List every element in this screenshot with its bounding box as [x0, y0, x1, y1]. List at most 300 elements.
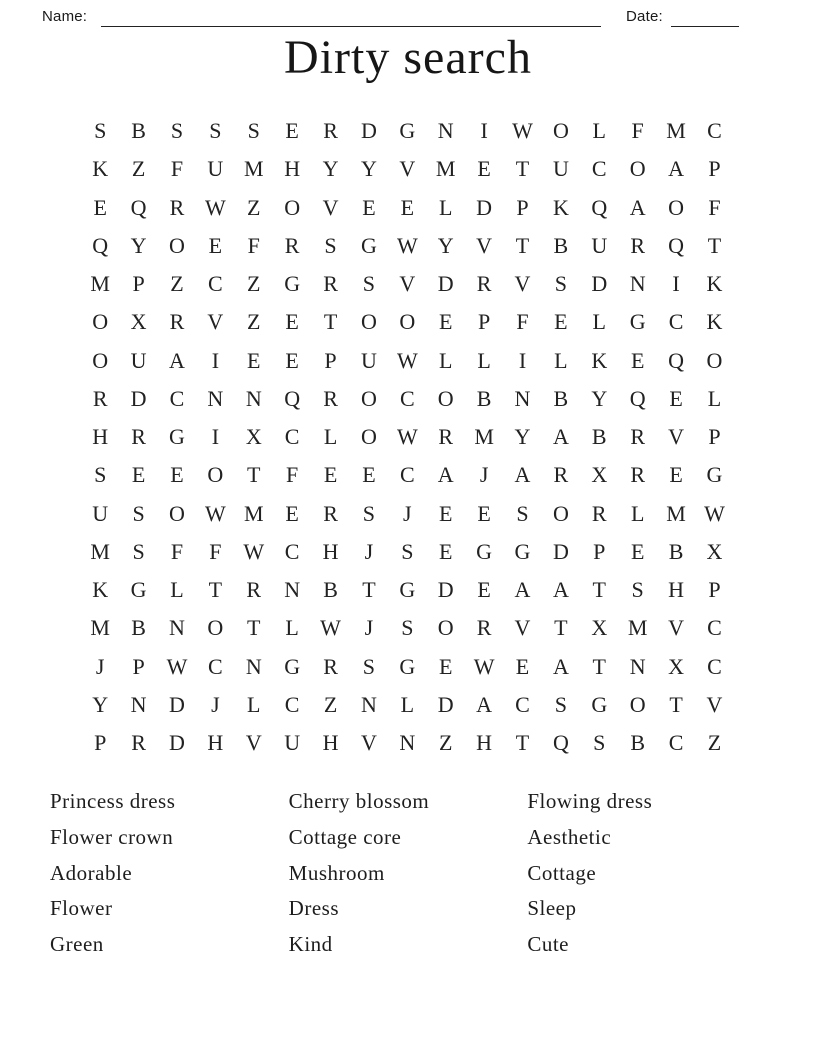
grid-cell: L	[438, 194, 453, 220]
page-title: Dirty search	[284, 31, 532, 84]
grid-cell: G	[476, 538, 493, 564]
grid-cell: R	[630, 424, 645, 450]
grid-cell: S	[554, 691, 567, 717]
grid-cell: W	[204, 500, 226, 526]
grid-cell: G	[130, 577, 147, 603]
grid-cell: A	[514, 577, 531, 603]
grid-cell: Y	[437, 232, 454, 258]
grid-cell: E	[285, 309, 299, 335]
grid-cell: H	[668, 577, 684, 603]
grid-cell: P	[516, 194, 529, 220]
grid-cell: Z	[707, 730, 722, 756]
grid-cell: G	[514, 538, 531, 564]
grid-cell: L	[323, 424, 338, 450]
grid-cell: E	[362, 194, 376, 220]
grid-cell: C	[284, 538, 300, 564]
grid-cell: S	[401, 615, 414, 641]
grid-cell: Z	[170, 271, 184, 297]
grid-cell: Y	[514, 424, 531, 450]
grid-cell: O	[92, 347, 109, 373]
grid-cell: P	[477, 309, 491, 335]
grid-cell: P	[708, 577, 721, 603]
grid-cell: F	[286, 462, 299, 488]
grid-cell: K	[92, 577, 109, 603]
grid-cell: C	[284, 691, 300, 717]
grid-cell: V	[245, 730, 262, 756]
grid-cell: M	[666, 500, 686, 526]
grid-cell: E	[285, 118, 299, 144]
grid-cell: U	[591, 232, 608, 258]
date-label: Date:	[626, 8, 663, 25]
grid-cell: T	[515, 232, 530, 258]
grid-cell: Z	[438, 730, 453, 756]
grid-cell: Z	[247, 194, 261, 220]
word-list-item: Dress	[288, 896, 339, 921]
grid-cell: C	[591, 156, 607, 182]
grid-cell: H	[322, 538, 339, 564]
grid-cell: E	[477, 577, 491, 603]
grid-cell: Q	[284, 385, 301, 411]
grid-cell: E	[630, 538, 645, 564]
grid-cell: Y	[130, 232, 147, 258]
date-blank-line	[671, 26, 739, 27]
grid-cell: G	[169, 424, 185, 450]
grid-cell: J	[364, 538, 374, 564]
grid-cell: J	[211, 691, 220, 717]
grid-cell: M	[90, 538, 110, 564]
name-label: Name:	[42, 8, 88, 25]
grid-cell: H	[322, 730, 339, 756]
grid-cell: C	[707, 615, 722, 641]
grid-cell: B	[553, 385, 569, 411]
word-list-item: Princess dress	[50, 789, 176, 814]
grid-cell: P	[132, 271, 145, 297]
grid-cell: O	[360, 424, 377, 450]
grid-cell: R	[476, 615, 492, 641]
grid-cell: I	[672, 271, 680, 297]
grid-cell: V	[360, 730, 377, 756]
grid-cell: O	[207, 462, 224, 488]
grid-cell: S	[247, 118, 260, 144]
grid-cell: B	[553, 232, 569, 258]
grid-cell: G	[284, 271, 301, 297]
grid-cell: F	[631, 118, 644, 144]
grid-cell: W	[166, 653, 188, 679]
grid-cell: S	[94, 118, 107, 144]
grid-cell: X	[591, 615, 608, 641]
grid-cell: T	[247, 462, 261, 488]
grid-cell: G	[360, 232, 377, 258]
grid-cell: F	[516, 309, 529, 335]
grid-cell: A	[552, 577, 569, 603]
grid-cell: S	[132, 538, 145, 564]
grid-cell: S	[554, 271, 567, 297]
grid-cell: T	[323, 309, 338, 335]
grid-cell: W	[473, 653, 495, 679]
grid-cell: S	[593, 730, 606, 756]
grid-cell: R	[553, 462, 569, 488]
grid-cell: D	[437, 691, 454, 717]
grid-cell: D	[437, 271, 454, 297]
grid-cell: R	[323, 271, 338, 297]
grid-cell: O	[207, 615, 224, 641]
grid-cell: V	[514, 271, 531, 297]
grid-cell: R	[476, 271, 492, 297]
grid-cell: Q	[591, 194, 608, 220]
grid-cell: S	[516, 500, 529, 526]
grid-cell: V	[668, 615, 684, 641]
grid-cell: P	[132, 653, 145, 679]
grid-cell: W	[512, 118, 533, 144]
grid-cell: P	[324, 347, 337, 373]
grid-cell: O	[360, 309, 377, 335]
grid-cell: R	[630, 232, 645, 258]
grid-cell: C	[668, 309, 684, 335]
grid-cell: D	[476, 194, 493, 220]
grid-cell: D	[437, 577, 454, 603]
grid-cell: E	[285, 347, 299, 373]
grid-cell: N	[629, 271, 646, 297]
grid-cell: T	[362, 577, 376, 603]
grid-cell: O	[552, 118, 569, 144]
grid-cell: T	[247, 615, 261, 641]
grid-cell: S	[132, 500, 145, 526]
grid-cell: E	[170, 462, 184, 488]
grid-cell: D	[591, 271, 608, 297]
grid-cell: X	[130, 309, 147, 335]
grid-cell: E	[247, 347, 261, 373]
grid-cell: A	[514, 462, 531, 488]
grid-cell: W	[396, 424, 418, 450]
grid-cell: D	[552, 538, 569, 564]
grid-cell: F	[170, 156, 184, 182]
grid-cell: M	[474, 424, 494, 450]
grid-cell: F	[209, 538, 222, 564]
grid-cell: P	[94, 730, 107, 756]
grid-cell: W	[396, 232, 418, 258]
grid-cell: C	[399, 385, 415, 411]
grid-cell: H	[207, 730, 224, 756]
grid-cell: R	[246, 577, 262, 603]
grid-cell: C	[668, 730, 684, 756]
grid-cell: J	[479, 462, 489, 488]
grid-cell: S	[362, 653, 376, 679]
grid-cell: A	[169, 347, 185, 373]
grid-cell: U	[130, 347, 147, 373]
grid-cell: Y	[360, 156, 377, 182]
grid-cell: W	[704, 500, 725, 526]
grid-cell: L	[592, 118, 606, 144]
grid-cell: G	[399, 118, 416, 144]
grid-cell: L	[554, 347, 568, 373]
word-list-item: Kind	[288, 932, 333, 957]
grid-cell: C	[515, 691, 530, 717]
grid-cell: E	[93, 194, 107, 220]
grid-cell: R	[169, 194, 185, 220]
grid-cell: R	[591, 500, 607, 526]
grid-cell: X	[706, 538, 723, 564]
grid-cell: T	[554, 615, 568, 641]
grid-cell: Q	[130, 194, 147, 220]
grid-cell: R	[131, 424, 146, 450]
word-list-item: Flowing dress	[527, 789, 653, 814]
grid-cell: D	[169, 730, 185, 756]
grid-cell: O	[399, 309, 416, 335]
grid-cell: P	[708, 156, 721, 182]
grid-cell: S	[324, 232, 337, 258]
grid-cell: W	[396, 347, 418, 373]
grid-cell: V	[514, 615, 531, 641]
grid-cell: T	[707, 232, 722, 258]
grid-cell: N	[629, 653, 646, 679]
grid-cell: S	[401, 538, 414, 564]
grid-cell: E	[208, 232, 223, 258]
grid-cell: I	[480, 118, 488, 144]
grid-cell: V	[207, 309, 224, 335]
grid-cell: R	[438, 424, 454, 450]
grid-cell: X	[245, 424, 262, 450]
grid-cell: X	[668, 653, 684, 679]
grid-cell: R	[323, 653, 338, 679]
grid-cell: N	[399, 730, 416, 756]
word-list-item: Cottage core	[288, 825, 402, 850]
grid-cell: E	[669, 462, 683, 488]
grid-cell: D	[130, 385, 147, 411]
grid-cell: F	[170, 538, 184, 564]
grid-cell: T	[208, 577, 223, 603]
grid-cell: T	[515, 730, 530, 756]
grid-cell: A	[552, 653, 569, 679]
word-list-item: Cottage	[527, 860, 597, 885]
name-blank-line	[101, 26, 601, 27]
word-list-item: Mushroom	[288, 860, 385, 885]
grid-cell: H	[92, 424, 109, 450]
grid-cell: A	[552, 424, 569, 450]
grid-cell: L	[592, 309, 606, 335]
grid-cell: E	[438, 653, 453, 679]
grid-cell: S	[209, 118, 222, 144]
grid-cell: O	[552, 500, 569, 526]
grid-cell: E	[323, 462, 338, 488]
grid-cell: T	[669, 691, 683, 717]
word-list-item: Sleep	[527, 896, 577, 921]
grid-cell: R	[323, 118, 338, 144]
grid-cell: E	[285, 500, 299, 526]
grid-cell: L	[707, 385, 722, 411]
grid-cell: Q	[629, 385, 646, 411]
grid-cell: E	[400, 194, 415, 220]
word-list-column	[289, 784, 528, 962]
grid-cell: C	[284, 424, 300, 450]
grid-cell: M	[243, 500, 264, 526]
grid-cell: O	[629, 691, 646, 717]
grid-cell: I	[518, 347, 527, 373]
grid-cell: Z	[247, 271, 261, 297]
grid-cell: E	[438, 500, 453, 526]
grid-cell: R	[284, 232, 300, 258]
word-list-item: Flower	[50, 896, 113, 921]
grid-cell: E	[630, 347, 645, 373]
grid-cell: J	[95, 653, 105, 679]
grid-cell: Q	[92, 232, 109, 258]
grid-cell: I	[211, 347, 220, 373]
grid-cell: G	[399, 653, 416, 679]
grid-cell: K	[706, 271, 723, 297]
grid-cell: E	[438, 309, 453, 335]
grid-cell: Q	[668, 232, 684, 258]
grid-cell: X	[591, 462, 608, 488]
word-list-item: Green	[50, 932, 104, 957]
grid-cell: A	[476, 691, 493, 717]
grid-cell: N	[514, 385, 531, 411]
grid-cell: Z	[247, 309, 261, 335]
grid-cell: L	[247, 691, 261, 717]
grid-cell: R	[169, 309, 185, 335]
grid-cell: N	[169, 615, 185, 641]
grid-cell: O	[629, 156, 646, 182]
grid-cell: M	[435, 156, 456, 182]
grid-cell: E	[515, 653, 530, 679]
grid-cell: N	[245, 653, 262, 679]
grid-cell: N	[437, 118, 454, 144]
grid-cell: H	[476, 730, 493, 756]
grid-cell: V	[476, 232, 493, 258]
grid-cell: Q	[552, 730, 569, 756]
grid-cell: E	[554, 309, 568, 335]
grid-cell: P	[708, 424, 721, 450]
grid-cell: U	[92, 500, 109, 526]
grid-cell: B	[668, 538, 684, 564]
grid-cell: R	[323, 385, 338, 411]
grid-cell: R	[323, 500, 338, 526]
grid-cell: C	[707, 653, 722, 679]
word-list-column	[527, 784, 766, 962]
grid-cell: W	[320, 615, 341, 641]
grid-cell: T	[592, 577, 606, 603]
grid-cell: L	[285, 615, 299, 641]
grid-cell: N	[360, 691, 377, 717]
grid-cell: O	[169, 500, 185, 526]
word-list	[50, 784, 766, 962]
word-list-column	[50, 784, 289, 962]
grid-cell: K	[552, 194, 569, 220]
grid-cell: D	[169, 691, 185, 717]
grid-cell: D	[360, 118, 377, 144]
grid-cell: O	[668, 194, 684, 220]
word-list-item: Cute	[527, 932, 570, 957]
grid-cell: L	[477, 347, 491, 373]
grid-cell: Z	[131, 156, 146, 182]
grid-cell: Z	[323, 691, 338, 717]
word-list-item: Flower crown	[50, 825, 174, 850]
grid-cell: N	[284, 577, 301, 603]
word-search-grid	[81, 112, 734, 762]
grid-cell: B	[476, 385, 492, 411]
grid-cell: E	[477, 156, 491, 182]
grid-cell: B	[591, 424, 607, 450]
grid-cell: E	[362, 462, 376, 488]
grid-cell: Y	[322, 156, 339, 182]
grid-cell: C	[399, 462, 415, 488]
grid-cell: S	[362, 500, 376, 526]
grid-cell: B	[131, 118, 146, 144]
grid-cell: M	[627, 615, 648, 641]
grid-cell: H	[284, 156, 301, 182]
grid-cell: E	[131, 462, 146, 488]
grid-cell: M	[243, 156, 264, 182]
grid-cell: G	[629, 309, 646, 335]
grid-cell: U	[552, 156, 569, 182]
grid-cell: O	[360, 385, 377, 411]
grid-cell: J	[364, 615, 374, 641]
grid-cell: F	[247, 232, 260, 258]
grid-cell: C	[169, 385, 185, 411]
grid-cell: W	[204, 194, 226, 220]
grid-cell: M	[666, 118, 686, 144]
grid-cell: Q	[668, 347, 684, 373]
grid-cell: F	[708, 194, 721, 220]
grid-cell: T	[515, 156, 530, 182]
grid-cell: R	[630, 462, 645, 488]
grid-cell: V	[706, 691, 723, 717]
grid-cell: Y	[591, 385, 608, 411]
grid-cell: T	[592, 653, 606, 679]
grid-cell: K	[591, 347, 608, 373]
grid-cell: W	[243, 538, 265, 564]
grid-cell: A	[668, 156, 684, 182]
grid-cell: G	[284, 653, 301, 679]
grid-cell: M	[90, 271, 110, 297]
grid-cell: P	[593, 538, 606, 564]
grid-cell: O	[437, 615, 454, 641]
grid-cell: O	[169, 232, 185, 258]
grid-cell: B	[630, 730, 645, 756]
grid-cell: M	[90, 615, 110, 641]
grid-cell: A	[629, 194, 646, 220]
grid-cell: G	[591, 691, 608, 717]
grid-cell: L	[400, 691, 415, 717]
grid-cell: V	[322, 194, 339, 220]
grid-cell: C	[208, 271, 223, 297]
grid-cell: L	[438, 347, 453, 373]
grid-cell: O	[284, 194, 301, 220]
grid-cell: E	[669, 385, 683, 411]
grid-cell: C	[707, 118, 722, 144]
grid-cell: I	[211, 424, 220, 450]
grid-cell: K	[92, 156, 109, 182]
word-list-item: Adorable	[50, 860, 133, 885]
grid-cell: U	[360, 347, 377, 373]
grid-cell: R	[92, 385, 108, 411]
grid-cell: V	[668, 424, 684, 450]
grid-cell: N	[130, 691, 147, 717]
grid-cell: L	[170, 577, 184, 603]
grid-cell: O	[706, 347, 723, 373]
grid-cell: E	[438, 538, 453, 564]
grid-cell: R	[131, 730, 146, 756]
grid-cell: S	[94, 462, 107, 488]
grid-cell: N	[207, 385, 224, 411]
grid-cell: Y	[92, 691, 109, 717]
grid-cell: V	[399, 271, 416, 297]
grid-cell: U	[284, 730, 301, 756]
grid-cell: B	[323, 577, 338, 603]
grid-cell: B	[131, 615, 146, 641]
grid-cell: G	[399, 577, 416, 603]
grid-cell: O	[92, 309, 109, 335]
grid-cell: J	[403, 500, 412, 526]
grid-cell: A	[437, 462, 454, 488]
